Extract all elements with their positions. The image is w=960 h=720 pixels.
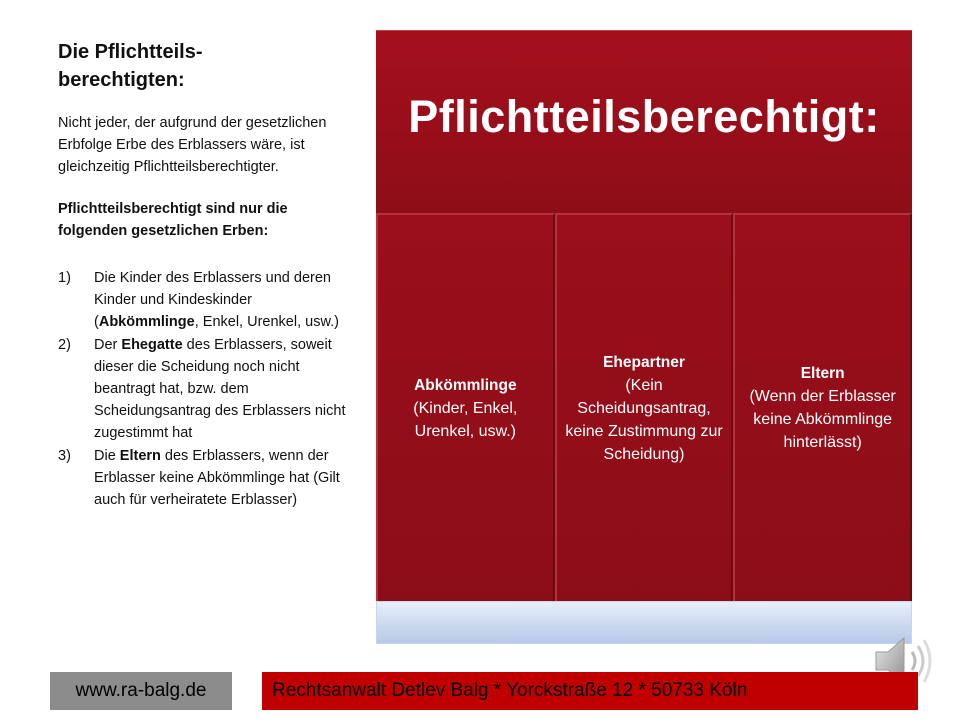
list-item bbox=[58, 267, 358, 333]
slide-heading bbox=[58, 38, 358, 94]
list-item bbox=[58, 445, 358, 511]
heirs-list bbox=[58, 267, 358, 511]
column-heading: Abkömmlinge bbox=[414, 376, 517, 394]
heading-line-1: Die Pflichtteils- bbox=[58, 41, 203, 63]
footer-address: Rechtsanwalt Detlev Balg * Yorckstraße 12 * 50733 Köln bbox=[262, 672, 918, 710]
intro-paragraph: Nicht jeder, der aufgrund der gesetzlichen Erbfolge Erbe des Erblassers wäre, ist gleichzeitig Pflichtteilsberechtigter. bbox=[58, 115, 327, 175]
diagram-title: Pflichtteilsberechtigt: bbox=[408, 91, 880, 142]
diagram-base-bar bbox=[376, 601, 912, 644]
column-ehepartner bbox=[555, 213, 734, 601]
list-number: 3) bbox=[58, 448, 71, 464]
column-abkoemmlinge bbox=[376, 213, 555, 601]
list-item bbox=[58, 334, 358, 444]
column-text: (Wenn der Erblasser keine Abkömmlinge hinterlässt) bbox=[749, 388, 896, 451]
column-heading: Eltern bbox=[800, 365, 845, 382]
list-text: Die Eltern des Erblassers, wenn der Erblasser keine Abkömmlinge hat (Gilt auch für verheiratete Erblasser) bbox=[94, 448, 340, 508]
bold-paragraph: Pflichtteilsberechtigt sind nur die folgenden gesetzlichen Erben: bbox=[58, 201, 288, 239]
footer-website[interactable]: www.ra-balg.de bbox=[50, 672, 232, 710]
left-text-panel bbox=[58, 38, 358, 512]
heading-line-2: berechtigten: bbox=[58, 69, 185, 91]
diagram-title-box bbox=[376, 30, 912, 214]
column-eltern bbox=[733, 213, 912, 601]
diagram-columns bbox=[376, 213, 912, 601]
list-number: 1) bbox=[58, 270, 71, 286]
list-text: Die Kinder des Erblassers und deren Kinder und Kindeskinder (Abkömmlinge, Enkel, Urenkel, usw.) bbox=[94, 270, 339, 330]
column-text: (Kein Scheidungsantrag, keine Zustimmung zur Scheidung) bbox=[565, 376, 723, 463]
column-text: (Kinder, Enkel, Urenkel, usw.) bbox=[413, 399, 518, 440]
list-number: 2) bbox=[58, 337, 71, 353]
list-text: Der Ehegatte des Erblassers, soweit dieser die Scheidung noch nicht beantragt hat, bzw. dem Scheidungsantrag des Erblassers nicht zugestimmt hat bbox=[94, 337, 346, 441]
hierarchy-diagram bbox=[376, 30, 912, 644]
column-heading: Ehepartner bbox=[603, 353, 685, 371]
